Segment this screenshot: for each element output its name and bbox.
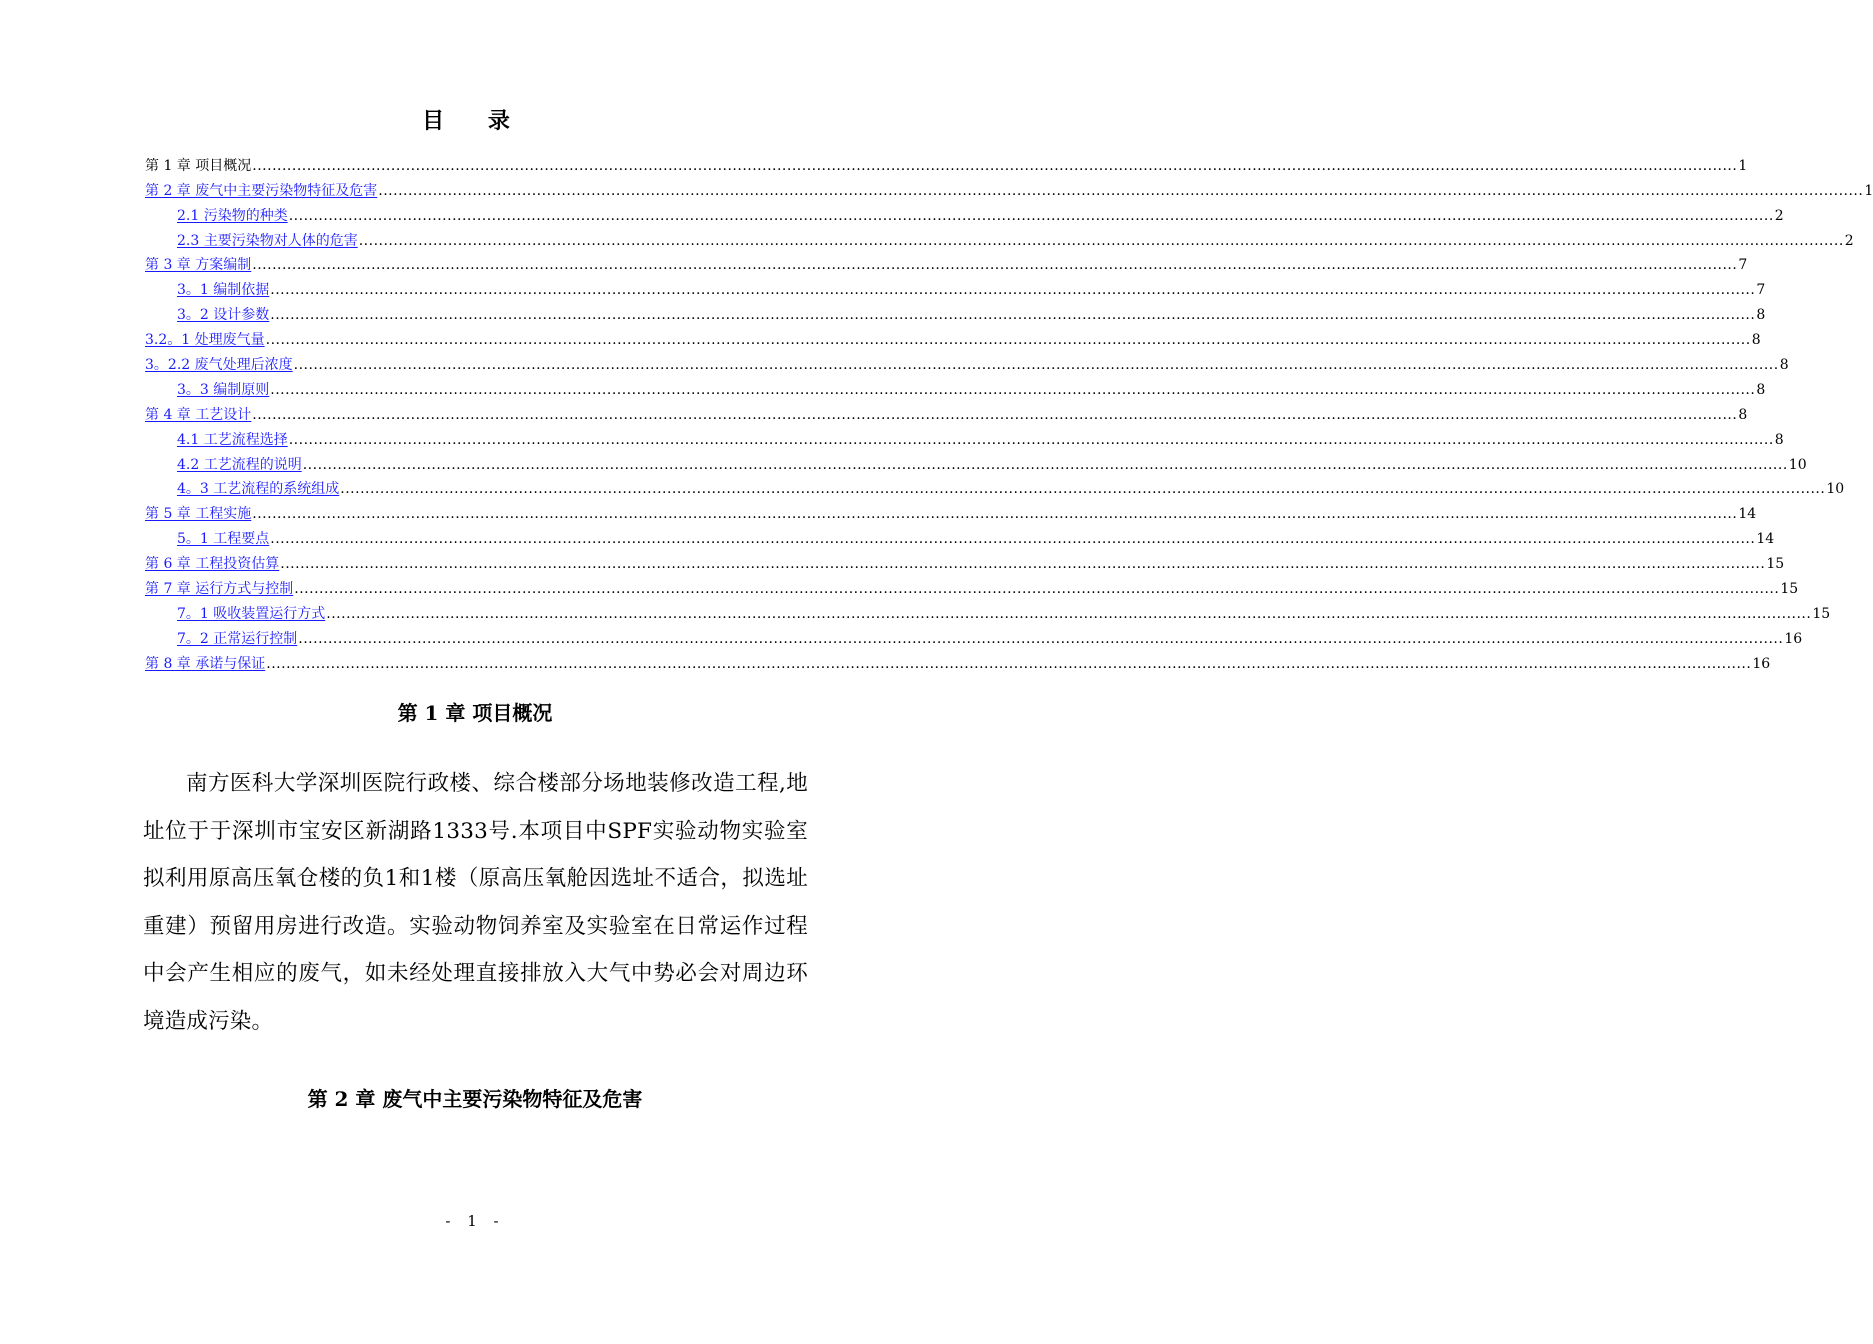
toc-entry-label[interactable]: 7。1 吸收装置运行方式	[177, 605, 326, 622]
toc-dot-leader: ............................................................................................................................................................................................................................................................................................................	[280, 556, 1766, 573]
toc-dot-leader: ............................................................................................................................................................................................................................................................................................................	[265, 332, 1751, 349]
toc-entry-page: 1	[1864, 182, 1873, 199]
toc-dot-leader: ............................................................................................................................................................................................................................................................................................................	[293, 357, 1779, 374]
toc-entry-label[interactable]: 第 4 章 工艺设计	[145, 406, 252, 423]
toc-dot-leader: ............................................................................................................................................................................................................................................................................................................	[252, 257, 1738, 274]
toc-dot-leader: ............................................................................................................................................................................................................................................................................................................	[270, 307, 1756, 324]
table-of-contents	[145, 150, 1873, 673]
toc-dot-leader: ............................................................................................................................................................................................................................................................................................................	[340, 481, 1826, 498]
toc-entry-label[interactable]: 3。2 设计参数	[177, 307, 270, 324]
toc-entry-label[interactable]: 2.1 污染物的种类	[177, 207, 288, 224]
toc-entry-page: 7	[1738, 257, 1748, 274]
toc-entry[interactable]	[145, 200, 1784, 225]
toc-entry[interactable]	[145, 175, 1873, 200]
toc-entry[interactable]	[145, 324, 1761, 349]
toc-entry[interactable]	[145, 225, 1854, 250]
toc-entry-label[interactable]: 第 7 章 运行方式与控制	[145, 581, 294, 598]
chapter-1-paragraph: 南方医科大学深圳医院行政楼、综合楼部分场地装修改造工程,地址位于于深圳市宝安区新湖路1333号.本项目中SPF实验动物实验室拟利用原高压氧仓楼的负1和1楼（原高压氧舱因选址不适合，拟选址重建）预留用房进行改造。实验动物饲养室及实验室在日常运作过程中会产生相应的废气，如未经处理直接排放入大气中势必会对周边环境造成污染。	[143, 771, 808, 1034]
toc-dot-leader: ............................................................................................................................................................................................................................................................................................................	[326, 605, 1812, 622]
toc-entry-page: 15	[1812, 605, 1831, 622]
toc-entry-page: 2	[1774, 207, 1784, 224]
toc-entry[interactable]	[145, 399, 1748, 424]
toc-entry-page: 15	[1780, 581, 1799, 598]
toc-dot-leader: ............................................................................................................................................................................................................................................................................................................	[298, 630, 1784, 647]
toc-dot-leader: ............................................................................................................................................................................................................................................................................................................	[252, 406, 1738, 423]
page-number: - 1 -	[445, 1212, 505, 1230]
toc-entry-page: 14	[1738, 506, 1757, 523]
toc-entry-page: 8	[1756, 307, 1766, 324]
toc-entry-page: 1	[1738, 157, 1748, 174]
toc-entry[interactable]	[145, 523, 1775, 548]
toc-entry-label[interactable]: 第 6 章 工程投资估算	[145, 556, 280, 573]
toc-entry[interactable]	[145, 349, 1789, 374]
toc-entry[interactable]	[145, 250, 1748, 275]
chapter-2-heading: 第 2 章 废气中主要污染物特征及危害	[307, 1087, 643, 1111]
toc-dot-leader: ............................................................................................................................................................................................................................................................................................................	[252, 506, 1738, 523]
toc-entry-label[interactable]: 3。2.2 废气处理后浓度	[145, 357, 293, 374]
toc-entry[interactable]	[145, 573, 1799, 598]
toc-dot-leader: ............................................................................................................................................................................................................................................................................................................	[270, 531, 1756, 548]
toc-entry[interactable]	[145, 498, 1757, 523]
toc-entry-label[interactable]: 4.1 工艺流程选择	[177, 431, 288, 448]
toc-title: 目 录	[422, 108, 528, 134]
toc-entry-label[interactable]: 5。1 工程要点	[177, 531, 270, 548]
toc-entry-label[interactable]: 第 3 章 方案编制	[145, 257, 252, 274]
toc-entry-page: 2	[1844, 232, 1854, 249]
toc-dot-leader: ............................................................................................................................................................................................................................................................................................................	[288, 431, 1774, 448]
toc-entry-page: 10	[1826, 481, 1845, 498]
toc-entry-page: 8	[1756, 381, 1766, 398]
toc-entry-label[interactable]: 第 5 章 工程实施	[145, 506, 252, 523]
toc-entry-label[interactable]: 第 8 章 承诺与保证	[145, 655, 266, 672]
toc-entry[interactable]	[145, 648, 1771, 673]
toc-entry[interactable]	[145, 449, 1807, 474]
toc-entry[interactable]	[145, 598, 1831, 623]
toc-entry-page: 8	[1738, 406, 1748, 423]
toc-entry[interactable]	[145, 548, 1785, 573]
toc-entry-label[interactable]: 7。2 正常运行控制	[177, 630, 298, 647]
toc-entry[interactable]	[145, 374, 1766, 399]
toc-entry-label[interactable]: 3。3 编制原则	[177, 381, 270, 398]
toc-dot-leader: ............................................................................................................................................................................................................................................................................................................	[252, 157, 1738, 174]
toc-entry-label: 第 1 章 项目概况	[145, 157, 252, 174]
toc-entry-page: 8	[1779, 357, 1789, 374]
toc-entry[interactable]	[145, 274, 1766, 299]
toc-entry-page: 7	[1756, 282, 1766, 299]
toc-dot-leader: ............................................................................................................................................................................................................................................................................................................	[270, 282, 1756, 299]
toc-entry-label[interactable]: 3.2。1 处理废气量	[145, 332, 265, 349]
toc-entry-label[interactable]: 第 2 章 废气中主要污染物特征及危害	[145, 182, 378, 199]
toc-dot-leader: ............................................................................................................................................................................................................................................................................................................	[288, 207, 1774, 224]
toc-entry-label[interactable]: 2.3 主要污染物对人体的危害	[177, 232, 358, 249]
toc-entry-page: 10	[1788, 456, 1807, 473]
toc-entry	[145, 150, 1748, 175]
toc-entry-page: 16	[1784, 630, 1803, 647]
toc-entry-label[interactable]: 3。1 编制依据	[177, 282, 270, 299]
toc-dot-leader: ............................................................................................................................................................................................................................................................................................................	[302, 456, 1788, 473]
toc-entry-page: 8	[1774, 431, 1784, 448]
toc-dot-leader: ............................................................................................................................................................................................................................................................................................................	[378, 182, 1864, 199]
toc-dot-leader: ............................................................................................................................................................................................................................................................................................................	[270, 381, 1756, 398]
chapter-1-heading: 第 1 章 项目概况	[397, 701, 553, 725]
toc-dot-leader: ............................................................................................................................................................................................................................................................................................................	[266, 655, 1752, 672]
toc-entry[interactable]	[145, 299, 1766, 324]
toc-dot-leader: ............................................................................................................................................................................................................................................................................................................	[294, 581, 1780, 598]
toc-entry-page: 14	[1756, 531, 1775, 548]
toc-dot-leader: ............................................................................................................................................................................................................................................................................................................	[358, 232, 1844, 249]
toc-entry-page: 16	[1752, 655, 1771, 672]
toc-entry-page: 8	[1751, 332, 1761, 349]
toc-entry[interactable]	[145, 623, 1803, 648]
toc-entry-label[interactable]: 4。3 工艺流程的系统组成	[177, 481, 340, 498]
toc-entry[interactable]	[145, 474, 1845, 499]
toc-entry[interactable]	[145, 424, 1784, 449]
toc-entry-page: 15	[1766, 556, 1785, 573]
toc-entry-label[interactable]: 4.2 工艺流程的说明	[177, 456, 302, 473]
